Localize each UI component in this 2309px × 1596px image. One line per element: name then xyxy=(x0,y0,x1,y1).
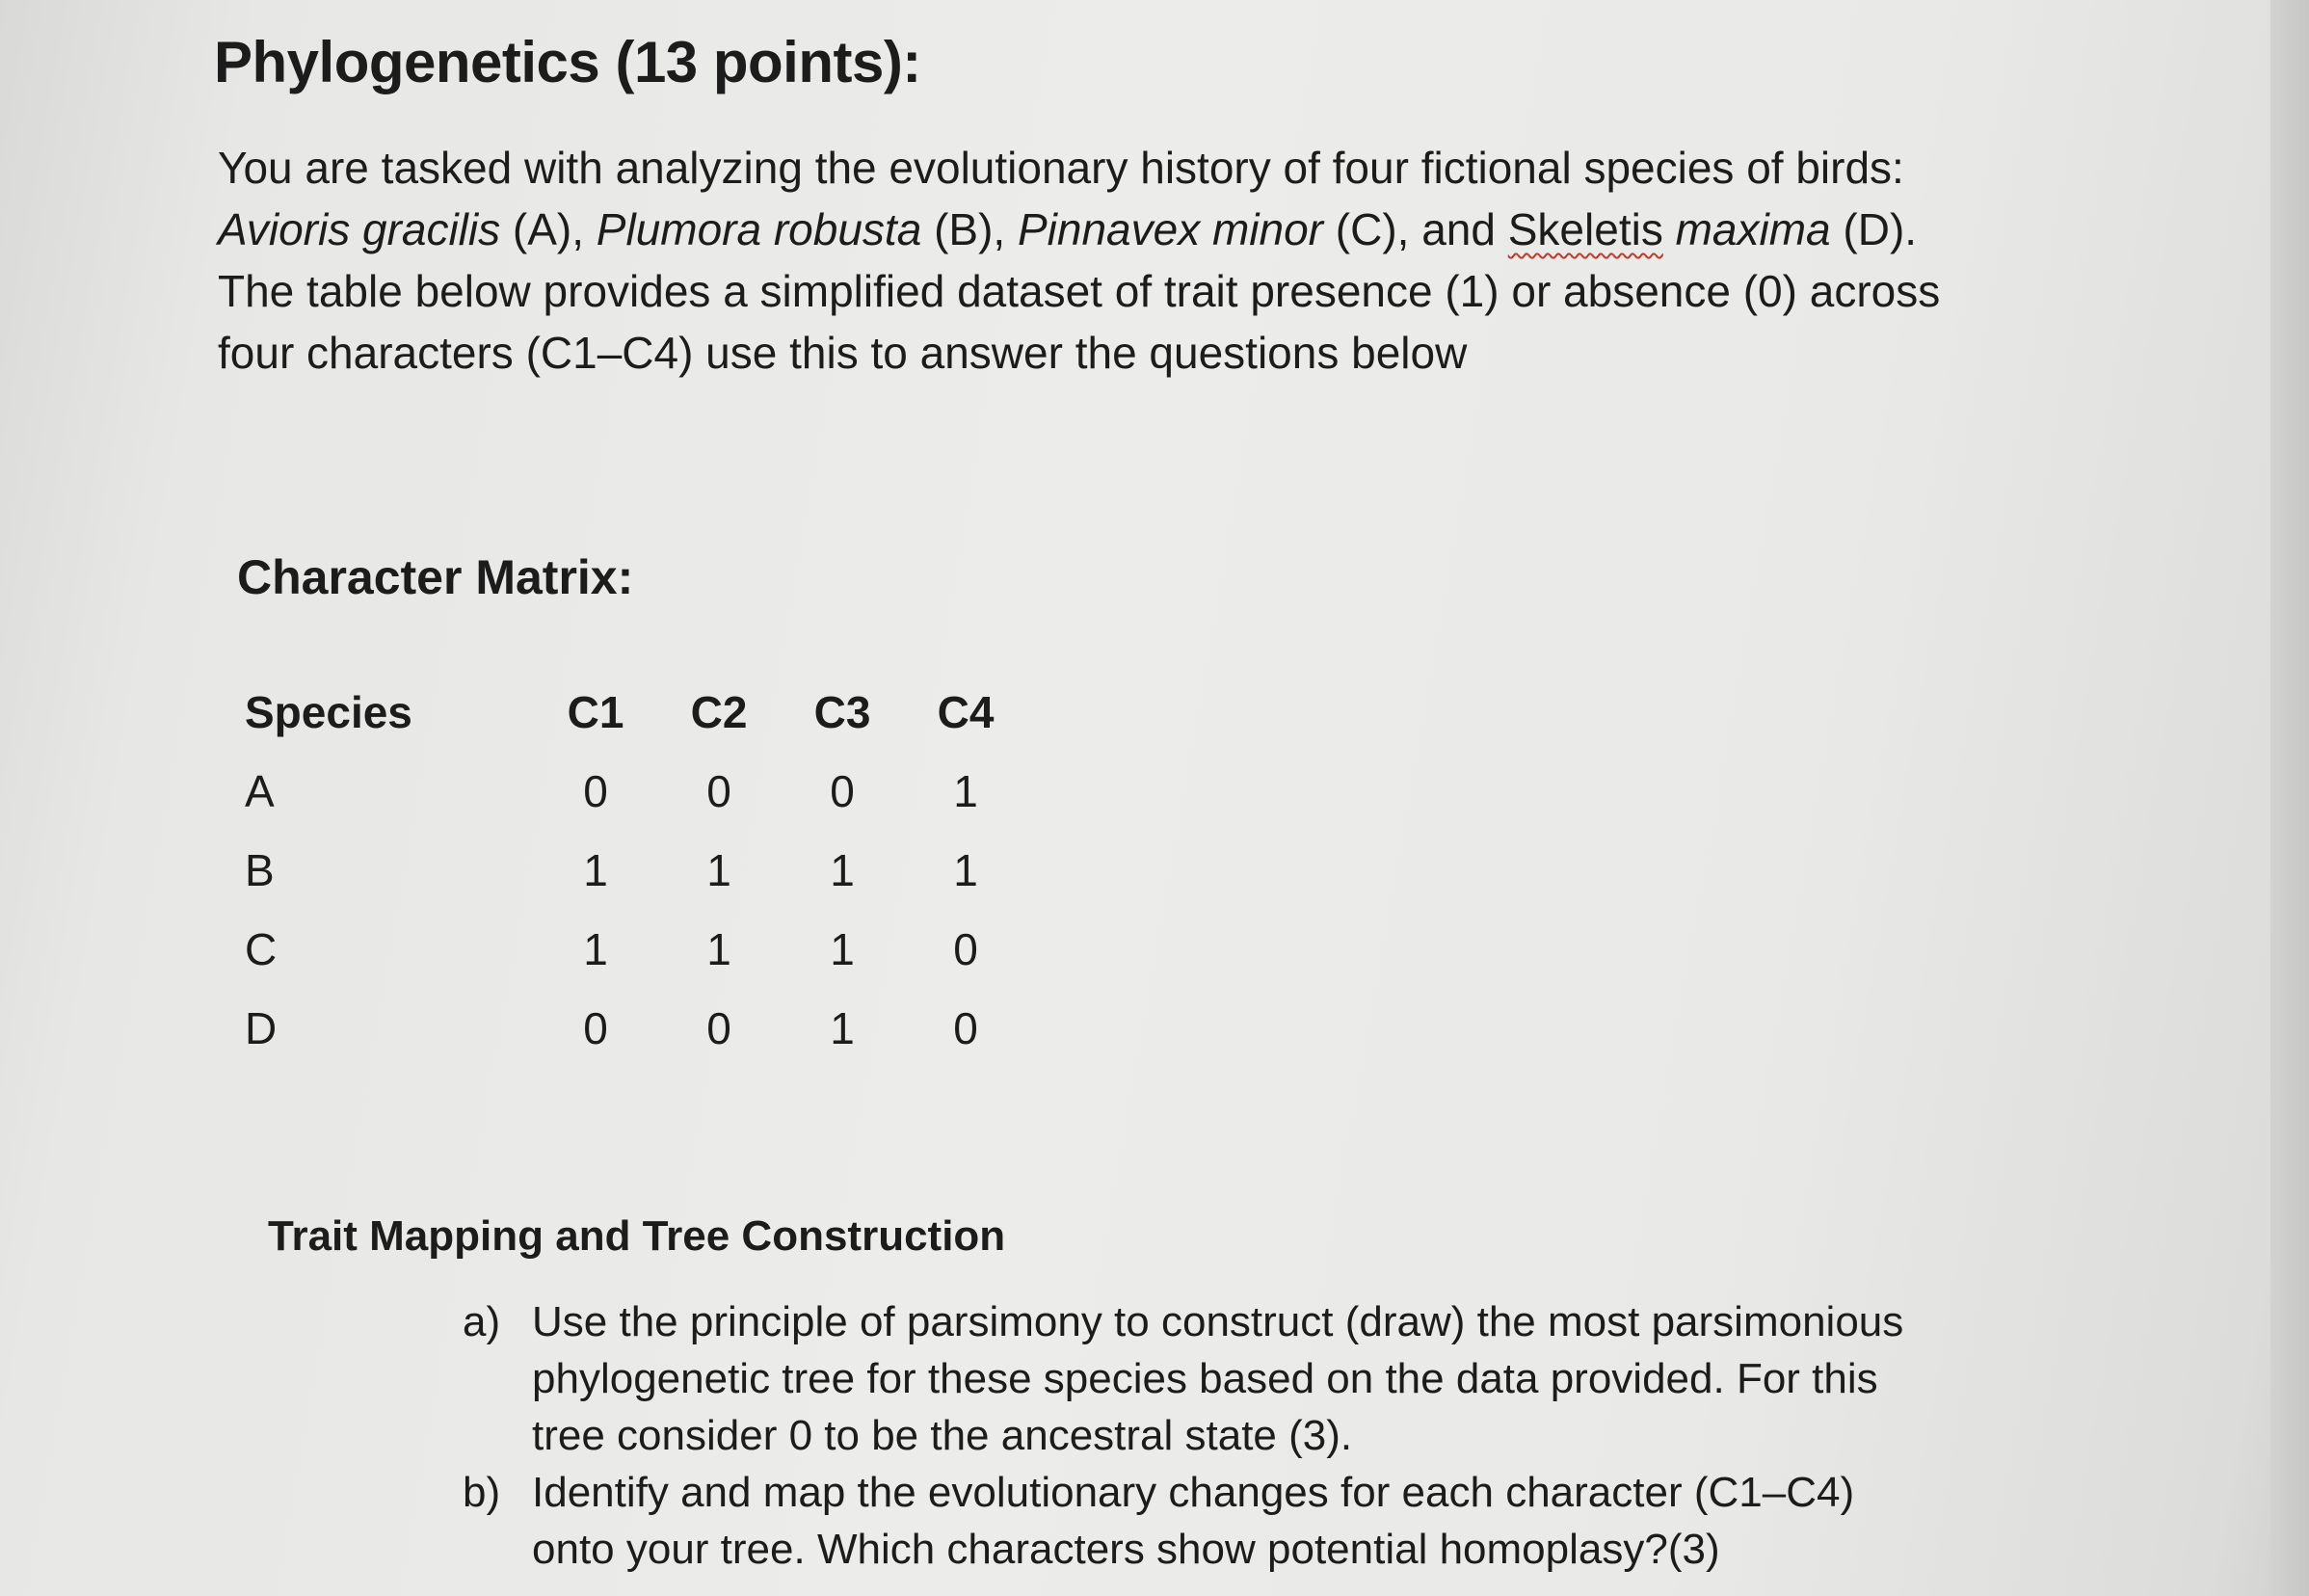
column-header-species: Species xyxy=(245,687,412,737)
species-cell: C xyxy=(245,924,278,974)
character-matrix-table xyxy=(245,673,1027,1068)
value-cell: 1 xyxy=(953,766,978,816)
table-row xyxy=(245,752,1027,831)
value-cell: 0 xyxy=(953,1003,978,1053)
column-header-c1: C1 xyxy=(567,687,624,737)
column-header-c2: C2 xyxy=(690,687,748,737)
species-d-epithet: maxima xyxy=(1675,204,1831,254)
value-cell: 1 xyxy=(953,845,978,895)
intro-line-1: You are tasked with analyzing the evolutionary history of four fictional species of birds: xyxy=(218,143,1904,193)
species-c-name: Pinnavex minor xyxy=(1017,204,1324,254)
species-b-name: Plumora robusta xyxy=(596,204,922,254)
table-row xyxy=(245,910,1027,989)
value-cell: 0 xyxy=(706,766,731,816)
value-cell: 1 xyxy=(830,1003,855,1053)
species-c-code: (C), and xyxy=(1323,204,1508,254)
species-d-code: (D). xyxy=(1830,204,1918,254)
table-header-row xyxy=(245,673,1027,752)
table-row xyxy=(245,989,1027,1068)
question-marker: b) xyxy=(463,1469,501,1516)
species-a-name: Avioris gracilis xyxy=(218,204,501,254)
species-d-genus-misspelled: Skeletis xyxy=(1507,204,1663,254)
question-list xyxy=(463,1293,2004,1578)
value-cell: 1 xyxy=(583,845,608,895)
question-marker: a) xyxy=(463,1298,501,1345)
species-cell: B xyxy=(245,845,275,895)
value-cell: 0 xyxy=(953,924,978,974)
species-cell: A xyxy=(245,766,275,816)
species-b-code: (B), xyxy=(921,204,1018,254)
question-text-line: tree consider 0 to be the ancestral state (3). xyxy=(532,1412,1353,1459)
question-b xyxy=(463,1464,2004,1578)
species-a-code: (A), xyxy=(500,204,597,254)
value-cell: 1 xyxy=(583,924,608,974)
value-cell: 1 xyxy=(706,924,731,974)
value-cell: 0 xyxy=(583,766,608,816)
intro-line-4: four characters (C1–C4) use this to answer the questions below xyxy=(218,328,1468,378)
intro-line-3: The table below provides a simplified dataset of trait presence (1) or absence (0) across xyxy=(218,266,1941,316)
species-d-space xyxy=(1663,204,1676,254)
value-cell: 1 xyxy=(830,845,855,895)
question-a xyxy=(463,1293,2004,1464)
trait-mapping-heading: Trait Mapping and Tree Construction xyxy=(268,1212,1006,1260)
page-title: Phylogenetics (13 points): xyxy=(214,30,921,94)
question-text-line: Identify and map the evolutionary changes for each character (C1–C4) xyxy=(532,1469,1855,1516)
value-cell: 0 xyxy=(706,1003,731,1053)
column-header-c4: C4 xyxy=(937,687,995,737)
question-text-line: onto your tree. Which characters show potential homoplasy?(3) xyxy=(532,1526,1720,1573)
column-header-c3: C3 xyxy=(813,687,871,737)
intro-line-2 xyxy=(218,199,2049,260)
table-row xyxy=(245,831,1027,910)
value-cell: 0 xyxy=(830,766,855,816)
question-text-line: Use the principle of parsimony to construct (draw) the most parsimonious xyxy=(532,1298,1904,1345)
screen-edge xyxy=(2270,0,2309,1596)
question-text-line: phylogenetic tree for these species based on the data provided. For this xyxy=(532,1355,1878,1402)
value-cell: 0 xyxy=(583,1003,608,1053)
intro-paragraph xyxy=(218,137,2049,384)
value-cell: 1 xyxy=(830,924,855,974)
species-cell: D xyxy=(245,1003,278,1053)
value-cell: 1 xyxy=(706,845,731,895)
matrix-heading: Character Matrix: xyxy=(237,550,634,604)
